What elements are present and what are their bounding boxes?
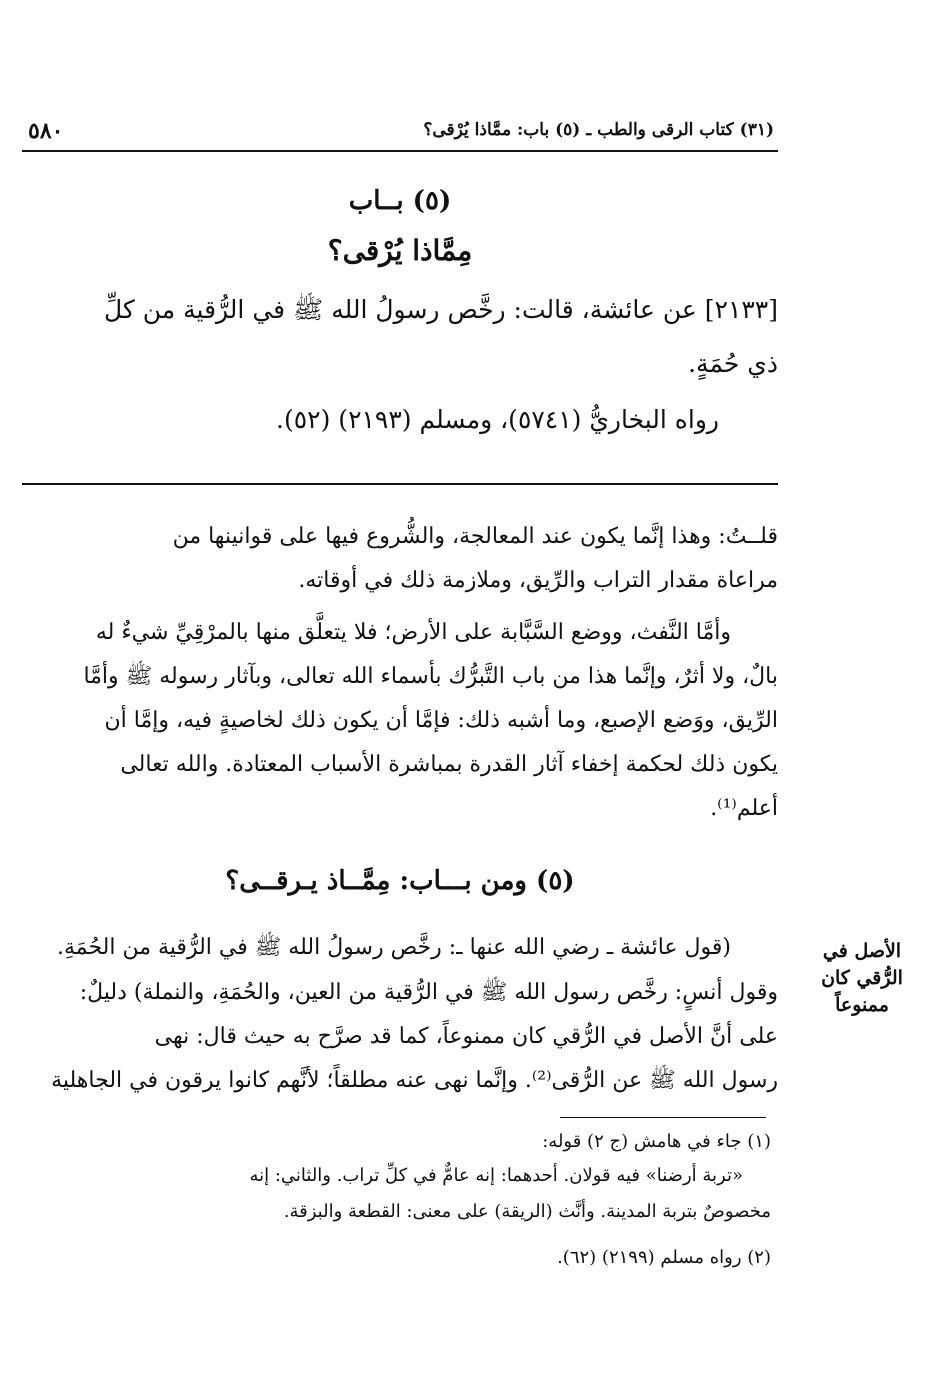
explanation-line: (قول عائشة ـ رضي الله عنها ـ: رخَّص رسولُ الله ﷺ في الرُّقية من الحُمَةِ. [56,935,731,960]
chapter-number: (٥) بــاب [348,186,452,216]
commentary-line: وأمَّا النَّفث، ووضع السَّبَّابة على الأرض؛ فلا يتعلَّق منها بالمرْقِيِّ شيءٌ له [95,620,731,645]
footnote-line: «تربة أرضنا» فيه قولان. أحدهما: إنه عامٌّ في كلِّ تراب. والثاني: إنه [249,1165,743,1186]
explanation-line: رسول الله ﷺ عن الرُّقى⁽²⁾. وإنَّما نهى عنه مطلقاً؛ لأنَّهم كانوا يرقون في الجاهلية [51,1068,778,1093]
running-header [22,116,778,152]
footnote-line: (١) جاء في هامش (ج ٢) قوله: [542,1131,771,1152]
commentary-line: الرِّيق، ووَضع الإصبع، وما أشبه ذلك: فإمَّا أن يكون ذلك لخاصيةٍ فيه، وإمَّا أن [104,708,778,733]
commentary-line: أعلم⁽¹⁾. [710,796,778,821]
hadith-text-line-2: ذي حُمَةٍ. [688,349,778,378]
commentary-line: قلــتُ: وهذا إنَّما يكون عند المعالجة، والشُّروع فيها على قوانينها من [172,524,778,549]
hadith-text-line-1: [٢١٣٣] عن عائشة، قالت: رخَّص رسولُ الله ﷺ في الرُّقية من كلِّ [103,295,778,324]
margin-note-line: الأصل في [822,940,902,962]
commentary-line: مراعاة مقدار التراب والرِّيق، وملازمة ذلك في أوقاته. [298,568,778,593]
margin-note-line: ممنوعاً [835,994,889,1016]
commentary-line: يكون ذلك لحكمة إخفاء آثار القدرة بمباشرة الأسباب المعتادة. والله تعالى [120,752,778,777]
running-header-title: (٣١) كتاب الرقى والطب ـ (٥) باب: ممَّاذا يُرْقى؟ [423,120,774,140]
section-heading: (٥) ومن بـــاب: مِمَّــاذ يـرقــى؟ [225,866,575,896]
margin-note-line: الرُّقي كان [821,967,903,989]
explanation-line: وقول أنسٍ: رخَّص رسول الله ﷺ في الرُّقية من العين، والحُمَةِ، والنملة) دليلٌ: [79,980,778,1005]
page-number: ٥٨٠ [28,118,64,144]
chapter-title: مِمَّاذا يُرْقى؟ [327,234,473,267]
margin-note [812,938,912,1019]
footnote-rule [560,1117,766,1118]
footnote-line: (٢) رواه مسلم (٢١٩٩) (٦٢). [557,1247,771,1268]
main-separator [22,483,778,485]
explanation-line: على أنَّ الأصل في الرُّقي كان ممنوعاً، كما قد صرَّح به حيث قال: نهى [154,1024,778,1049]
hadith-citation: رواه البخاريُّ (٥٧٤١)، ومسلم (٢١٩٣) (٥٢). [276,405,719,434]
commentary-line: بالٌ، ولا أثرٌ، وإنَّما هذا من باب التَّبرُّك بأسماء الله تعالى، وبآثار رسوله ﷺ وأمَّا [83,664,778,689]
footnote-line: مخصوصٌ بتربة المدينة. وأنَّث (الريقة) على معنى: القطعة والبزقة. [283,1201,771,1222]
